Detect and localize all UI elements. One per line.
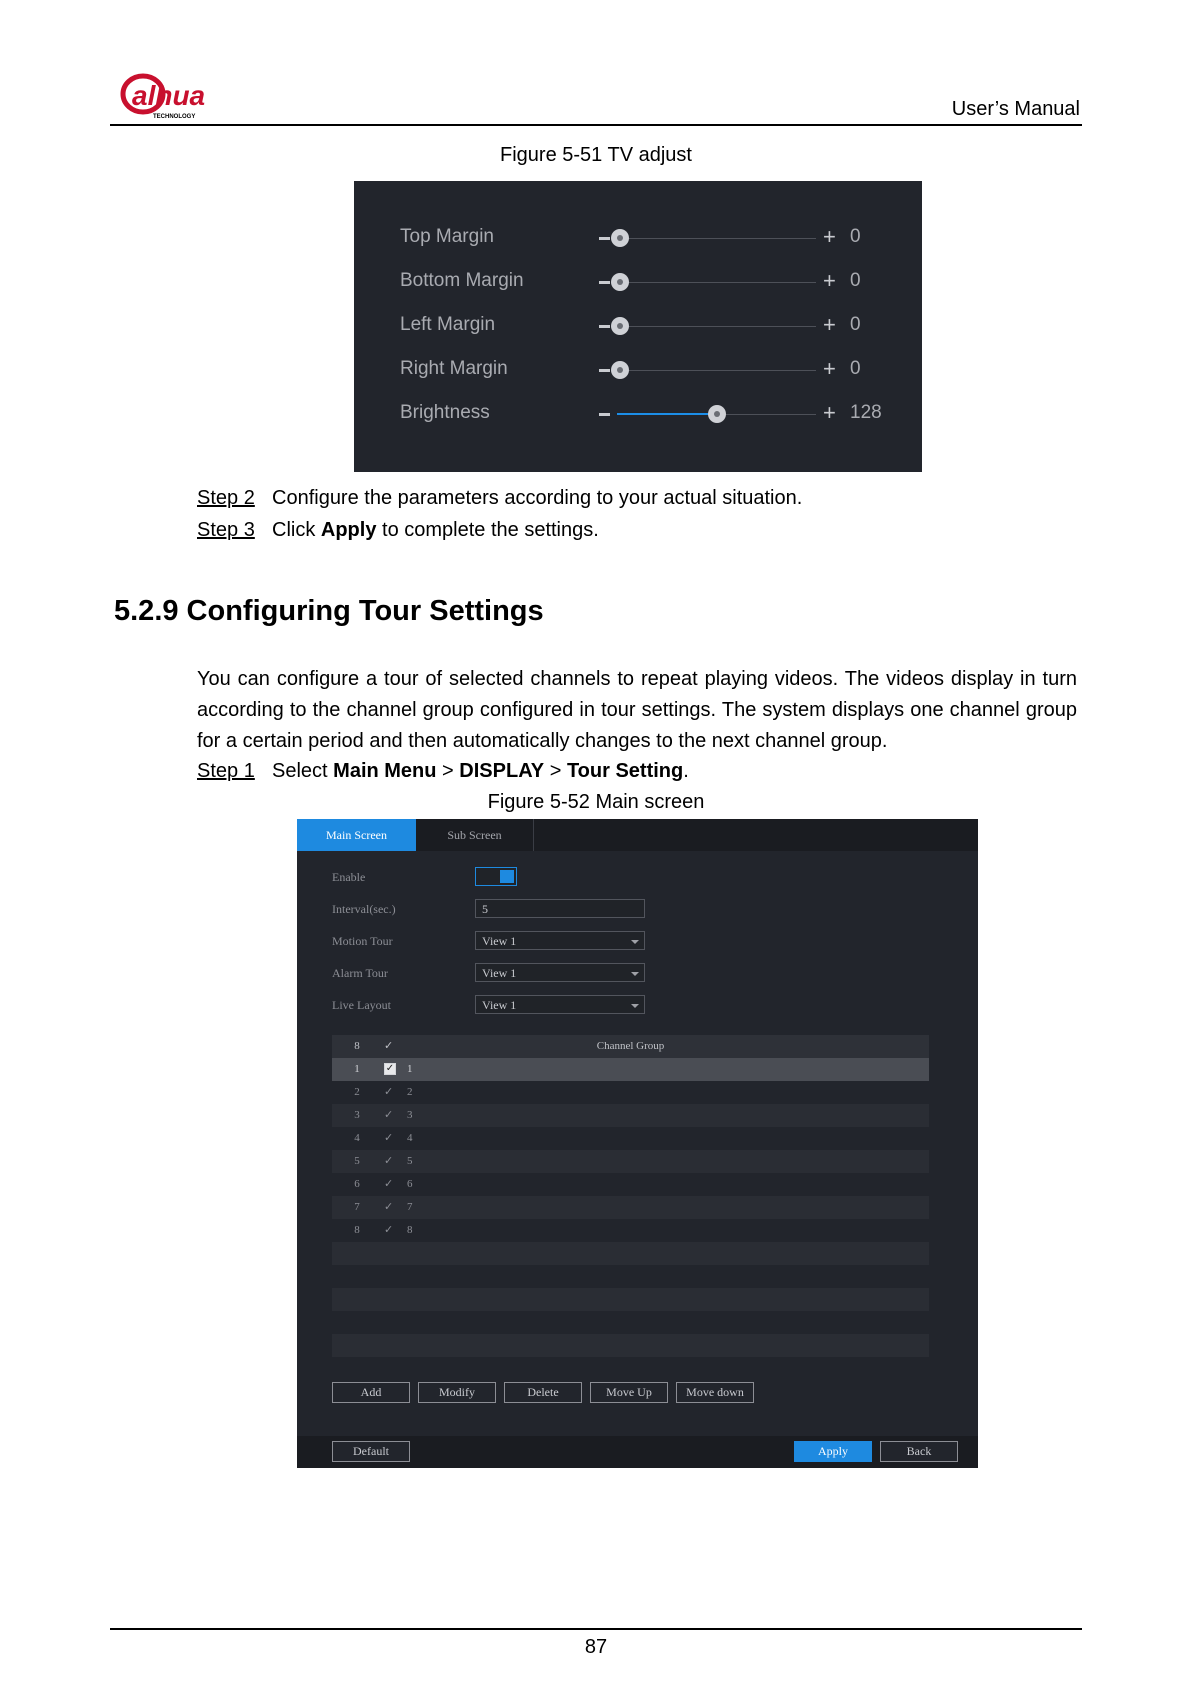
- row-number: 3: [354, 1109, 360, 1121]
- logo-brand-text: alhua: [132, 80, 206, 111]
- tv-slider-row: [354, 267, 922, 297]
- slider-handle[interactable]: [611, 229, 629, 247]
- table-row[interactable]: [332, 1127, 929, 1150]
- header-count: 8: [354, 1040, 360, 1052]
- table-header-row: [332, 1035, 929, 1058]
- tab-separator: [533, 819, 534, 851]
- alarm-tour-select[interactable]: View 1: [475, 963, 645, 982]
- tv-slider-label: Brightness: [400, 402, 490, 423]
- minus-icon[interactable]: [599, 325, 610, 328]
- tv-slider-row: [354, 399, 922, 429]
- default-button[interactable]: Default: [332, 1441, 410, 1462]
- slider-track[interactable]: [617, 370, 816, 371]
- table-row[interactable]: [332, 1196, 929, 1219]
- tv-slider-label: Left Margin: [400, 314, 496, 335]
- row-channel-group: 1: [407, 1063, 413, 1075]
- row-number: 4: [354, 1132, 360, 1144]
- tv-slider-value: 0: [850, 358, 861, 379]
- tv-slider-value: 0: [850, 314, 861, 335]
- table-row[interactable]: [332, 1058, 929, 1081]
- header-rule: [110, 124, 1082, 126]
- tv-slider-row: [354, 223, 922, 253]
- back-button[interactable]: Back: [880, 1441, 958, 1462]
- row-check[interactable]: ✓: [385, 1063, 395, 1075]
- table-row[interactable]: [332, 1288, 929, 1311]
- chevron-down-icon: [631, 972, 639, 976]
- step-1-text: Select Main Menu > DISPLAY > Tour Setting.: [272, 760, 689, 782]
- table-row[interactable]: [332, 1150, 929, 1173]
- figure-51-caption: Figure 5-51 TV adjust: [500, 144, 692, 166]
- main-screen-panel: [297, 819, 978, 1468]
- row-channel-group: 7: [407, 1201, 413, 1213]
- row-number: 6: [354, 1178, 360, 1190]
- table-row[interactable]: [332, 1081, 929, 1104]
- motion-tour-select[interactable]: View 1: [475, 931, 645, 950]
- chevron-down-icon: [631, 940, 639, 944]
- add-button[interactable]: Add: [332, 1382, 410, 1403]
- slider-track[interactable]: [617, 238, 816, 239]
- row-channel-group: 6: [407, 1178, 413, 1190]
- step-3-text: Click Apply to complete the settings.: [272, 519, 599, 541]
- row-number: 5: [354, 1155, 360, 1167]
- tab-bar: [297, 819, 978, 851]
- table-row[interactable]: [332, 1265, 929, 1288]
- tv-slider-value: 0: [850, 270, 861, 291]
- enable-label: Enable: [332, 870, 366, 884]
- step-3-label: Step 3: [197, 519, 255, 541]
- tv-slider-row: [354, 355, 922, 385]
- step-2-text: Configure the parameters according to your actual situation.: [272, 487, 803, 509]
- interval-label: Interval(sec.): [332, 902, 396, 916]
- tv-slider-label: Top Margin: [400, 226, 494, 247]
- apply-button[interactable]: Apply: [794, 1441, 872, 1462]
- table-row[interactable]: [332, 1334, 929, 1357]
- row-check[interactable]: ✓: [384, 1086, 394, 1098]
- tv-slider-value: 128: [850, 402, 882, 423]
- row-channel-group: 8: [407, 1224, 413, 1236]
- section-paragraph: You can configure a tour of selected channels to repeat playing videos. The videos display in turn according to the channel group configured in tour settings. The system displays one channel group for a certain period and then automatically changes to the next channel group.: [197, 668, 1077, 752]
- step-1-label: Step 1: [197, 760, 255, 782]
- move-up-button[interactable]: Move Up: [590, 1382, 668, 1403]
- manual-title: User’s Manual: [951, 98, 1080, 120]
- plus-icon[interactable]: +: [823, 312, 836, 337]
- table-row[interactable]: [332, 1104, 929, 1127]
- row-check[interactable]: ✓: [384, 1132, 394, 1144]
- row-channel-group: 3: [407, 1109, 413, 1121]
- dahua-logo: [118, 72, 258, 122]
- page-number: 87: [584, 1636, 608, 1658]
- tv-slider-label: Right Margin: [400, 358, 508, 379]
- interval-input[interactable]: 5: [475, 899, 645, 918]
- slider-handle[interactable]: [611, 273, 629, 291]
- plus-icon[interactable]: +: [823, 224, 836, 249]
- row-number: 8: [354, 1224, 360, 1236]
- move-down-button[interactable]: Move down: [676, 1382, 754, 1403]
- minus-icon[interactable]: [599, 281, 610, 284]
- header-select-all-check[interactable]: ✓: [384, 1040, 394, 1052]
- logo-sub-text: TECHNOLOGY: [153, 114, 196, 120]
- header-channel-group: Channel Group: [596, 1040, 665, 1052]
- row-channel-group: 5: [407, 1155, 413, 1167]
- tv-slider-row: [354, 311, 922, 341]
- tv-adjust-panel: [354, 181, 922, 472]
- tv-slider-label: Bottom Margin: [400, 270, 524, 291]
- live-layout-label: Live Layout: [332, 998, 391, 1012]
- row-channel-group: 4: [407, 1132, 413, 1144]
- plus-icon[interactable]: +: [823, 356, 836, 381]
- table-row[interactable]: [332, 1242, 929, 1265]
- row-number: 2: [354, 1086, 360, 1098]
- table-row[interactable]: [332, 1311, 929, 1334]
- slider-fill: [617, 413, 717, 415]
- row-check[interactable]: ✓: [384, 1224, 394, 1236]
- row-check[interactable]: ✓: [384, 1178, 394, 1190]
- step-2-label: Step 2: [197, 487, 255, 509]
- alarm-tour-label: Alarm Tour: [332, 966, 388, 980]
- chevron-down-icon: [631, 1004, 639, 1008]
- slider-track[interactable]: [617, 282, 816, 283]
- motion-tour-label: Motion Tour: [332, 934, 393, 948]
- row-number: 1: [354, 1063, 360, 1075]
- live-layout-select[interactable]: View 1: [475, 995, 645, 1014]
- row-check[interactable]: ✓: [384, 1201, 394, 1213]
- apply-term: Apply: [320, 519, 377, 541]
- minus-icon[interactable]: [599, 237, 610, 240]
- bottom-bar: [297, 1436, 978, 1468]
- slider-track[interactable]: [617, 326, 816, 327]
- slider-handle[interactable]: [611, 361, 629, 379]
- row-number: 7: [354, 1201, 360, 1213]
- toggle-knob: [500, 870, 514, 883]
- table-row[interactable]: [332, 1219, 929, 1242]
- slider-handle[interactable]: [611, 317, 629, 335]
- tab-sub-screen[interactable]: Sub Screen: [447, 828, 502, 842]
- row-channel-group: 2: [407, 1086, 413, 1098]
- plus-icon[interactable]: +: [823, 268, 836, 293]
- section-heading: 5.2.9 Configuring Tour Settings: [114, 595, 544, 627]
- delete-button[interactable]: Delete: [504, 1382, 582, 1403]
- table-row[interactable]: [332, 1173, 929, 1196]
- table-row[interactable]: [332, 1357, 929, 1380]
- tv-slider-value: 0: [850, 226, 861, 247]
- slider-handle[interactable]: [708, 405, 726, 423]
- plus-icon[interactable]: +: [823, 400, 836, 425]
- minus-icon[interactable]: [599, 369, 610, 372]
- figure-52-caption: Figure 5-52 Main screen: [487, 791, 705, 813]
- channel-group-table: [332, 1035, 929, 1380]
- row-check[interactable]: ✓: [384, 1109, 394, 1121]
- minus-icon[interactable]: [599, 413, 610, 416]
- modify-button[interactable]: Modify: [418, 1382, 496, 1403]
- tab-main-screen[interactable]: Main Screen: [297, 819, 416, 851]
- enable-toggle[interactable]: [475, 867, 517, 886]
- footer-rule: [110, 1628, 1082, 1630]
- row-check[interactable]: ✓: [384, 1155, 394, 1167]
